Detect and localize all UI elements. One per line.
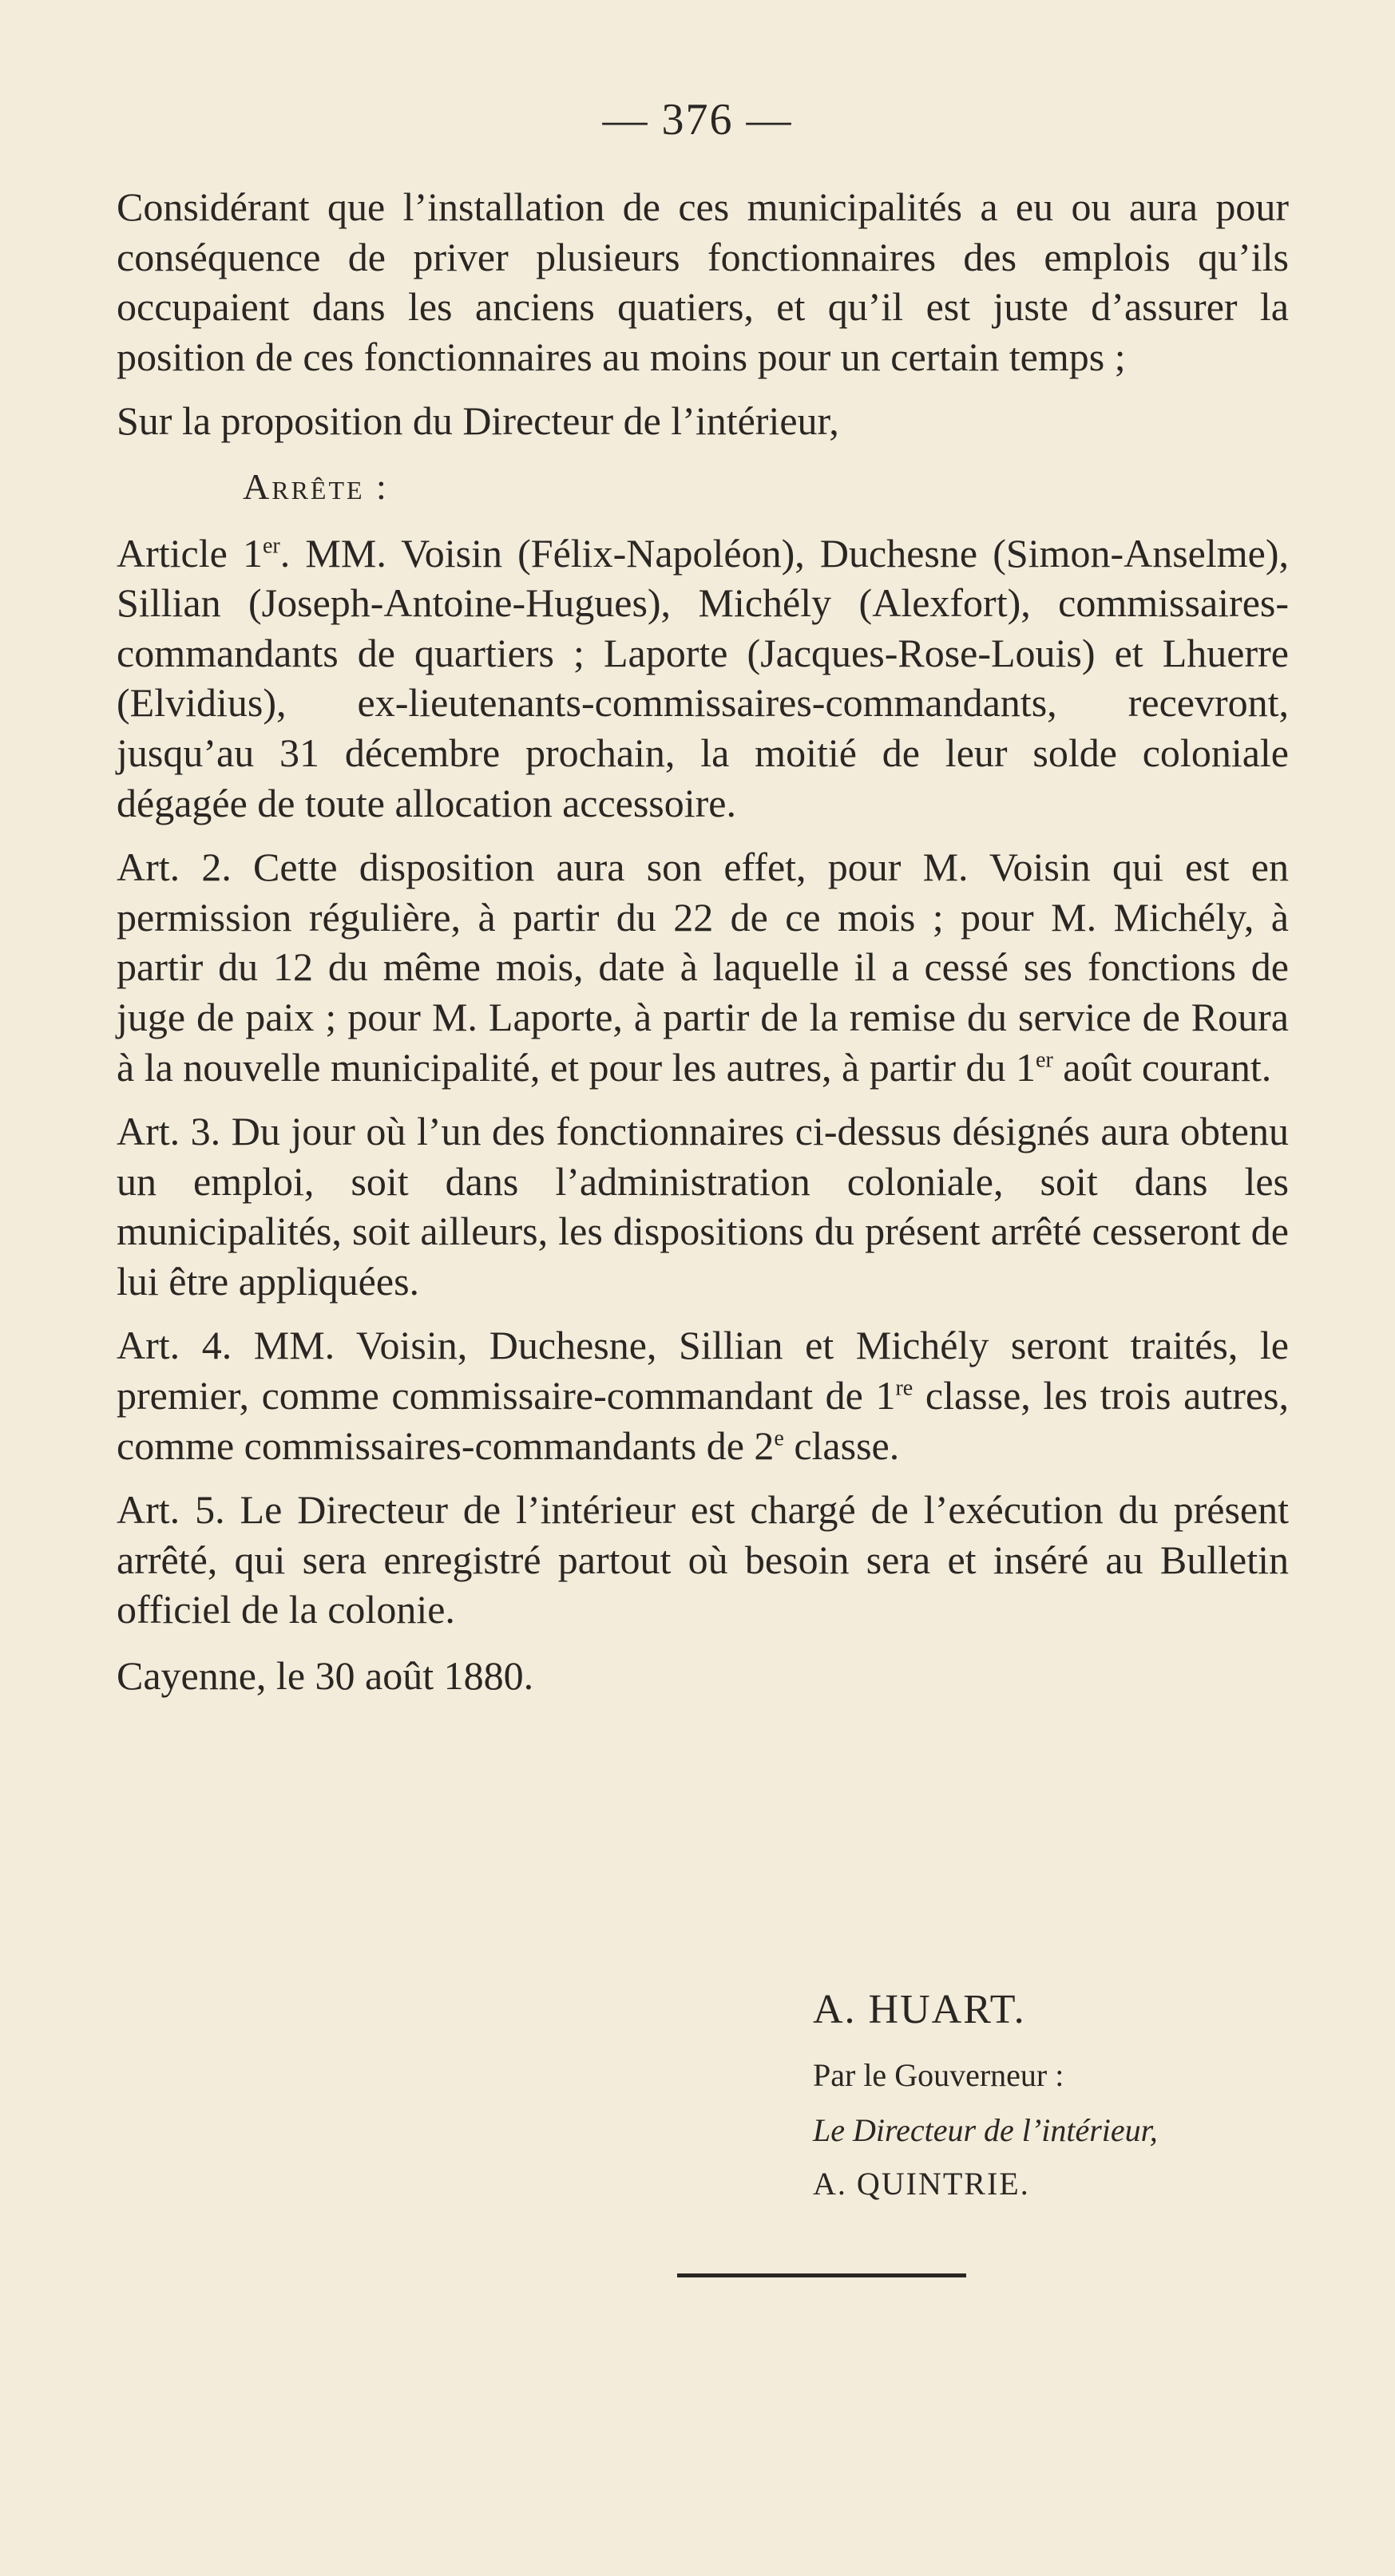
article-4-sup-2: e: [774, 1426, 784, 1450]
article-5: Art. 5. Le Directeur de l’intérieur est chargé de l’exécution du présent arrêté, qui sera enregistré partout où besoin sera et inséré au Bulletin officiel de la colonie.: [117, 1487, 1289, 1632]
article-2-end: août courant.: [1052, 1044, 1272, 1090]
second-signatory-name: A. QUINTRIE.: [813, 2166, 1030, 2202]
article-4-end: classe.: [783, 1423, 900, 1468]
article-1-label: Article 1: [117, 530, 263, 576]
proposition-paragraph: Sur la proposition du Directeur de l’intérieur,: [117, 398, 839, 444]
article-2-text: Art. 2. Cette disposition aura son effet, pour M. Voisin qui est en permission régulière, à partir du 22 de ce mois ; pour M. Michély, à partir du 12 du même mois, date à laquelle il a cessé ses fonctions de juge de paix ; pour M. Laporte, à partir de la remise du service de Roura à la nouvelle municipalité, et pour les autres, à partir du 1: [117, 845, 1289, 1090]
arrete-heading: [117, 462, 1289, 512]
page-number: — 376 —: [602, 95, 793, 144]
article-2: [117, 842, 1289, 1092]
article-1-sup: er: [262, 532, 280, 558]
date-line: Cayenne, le 30 août 1880.: [117, 1653, 534, 1699]
article-4-mid: classe, les trois autres, comme commissaires-commandants de 2: [117, 1373, 1289, 1468]
closing-rule: [677, 2273, 966, 2277]
article-4-text: Art. 4. MM. Voisin, Duchesne, Sillian et Michély seront traités, le premier, comme commissaire-commandant de 1: [117, 1323, 1289, 1419]
article-4: [117, 1320, 1289, 1470]
article-1-text: . MM. Voisin (Félix-Napoléon), Duchesne (Simon-Anselme), Sillian (Joseph-Antoine-Hugues), Michély (Alexfort), commissaires-commandants de quartiers ; Laporte (Jacques-Rose-Louis) et Lhuerre (Elvidius), ex-lieutenants-commissaires-commandants, recevront, jusqu’au 31 décembre prochain, la moitié de leur solde coloniale dégagée de toute allocation accessoire.: [117, 530, 1289, 825]
signature-block: [813, 1986, 1292, 2210]
considerant-paragraph: Considérant que l’installation de ces municipalités a eu ou aura pour conséquence de priver plusieurs fonctionnaires des emplois qu’ils occupaient dans les anciens quatiers, et qu’il est juste d’assurer la position de ces fonctionnaires au moins pour un certain temps ;: [117, 184, 1289, 379]
article-2-sup: er: [1036, 1047, 1053, 1072]
article-1: [117, 528, 1289, 829]
document-body: [117, 182, 1289, 1701]
article-4-sup-1: re: [895, 1375, 913, 1401]
article-3: Art. 3. Du jour où l’un des fonctionnaires ci-dessus désignés aura obtenu un emploi, soit dans l’administration coloniale, soit dans les municipalités, soit ailleurs, les dispositions du présent arrêté cesseront de lui être appliquées.: [117, 1109, 1289, 1304]
signature-by-line: Par le Gouverneur :: [813, 2057, 1064, 2093]
signatory-name: A. HUART.: [813, 1987, 1026, 2032]
arrete-label: Arrête :: [243, 465, 389, 507]
signature-title: Le Directeur de l’intérieur,: [813, 2112, 1158, 2148]
